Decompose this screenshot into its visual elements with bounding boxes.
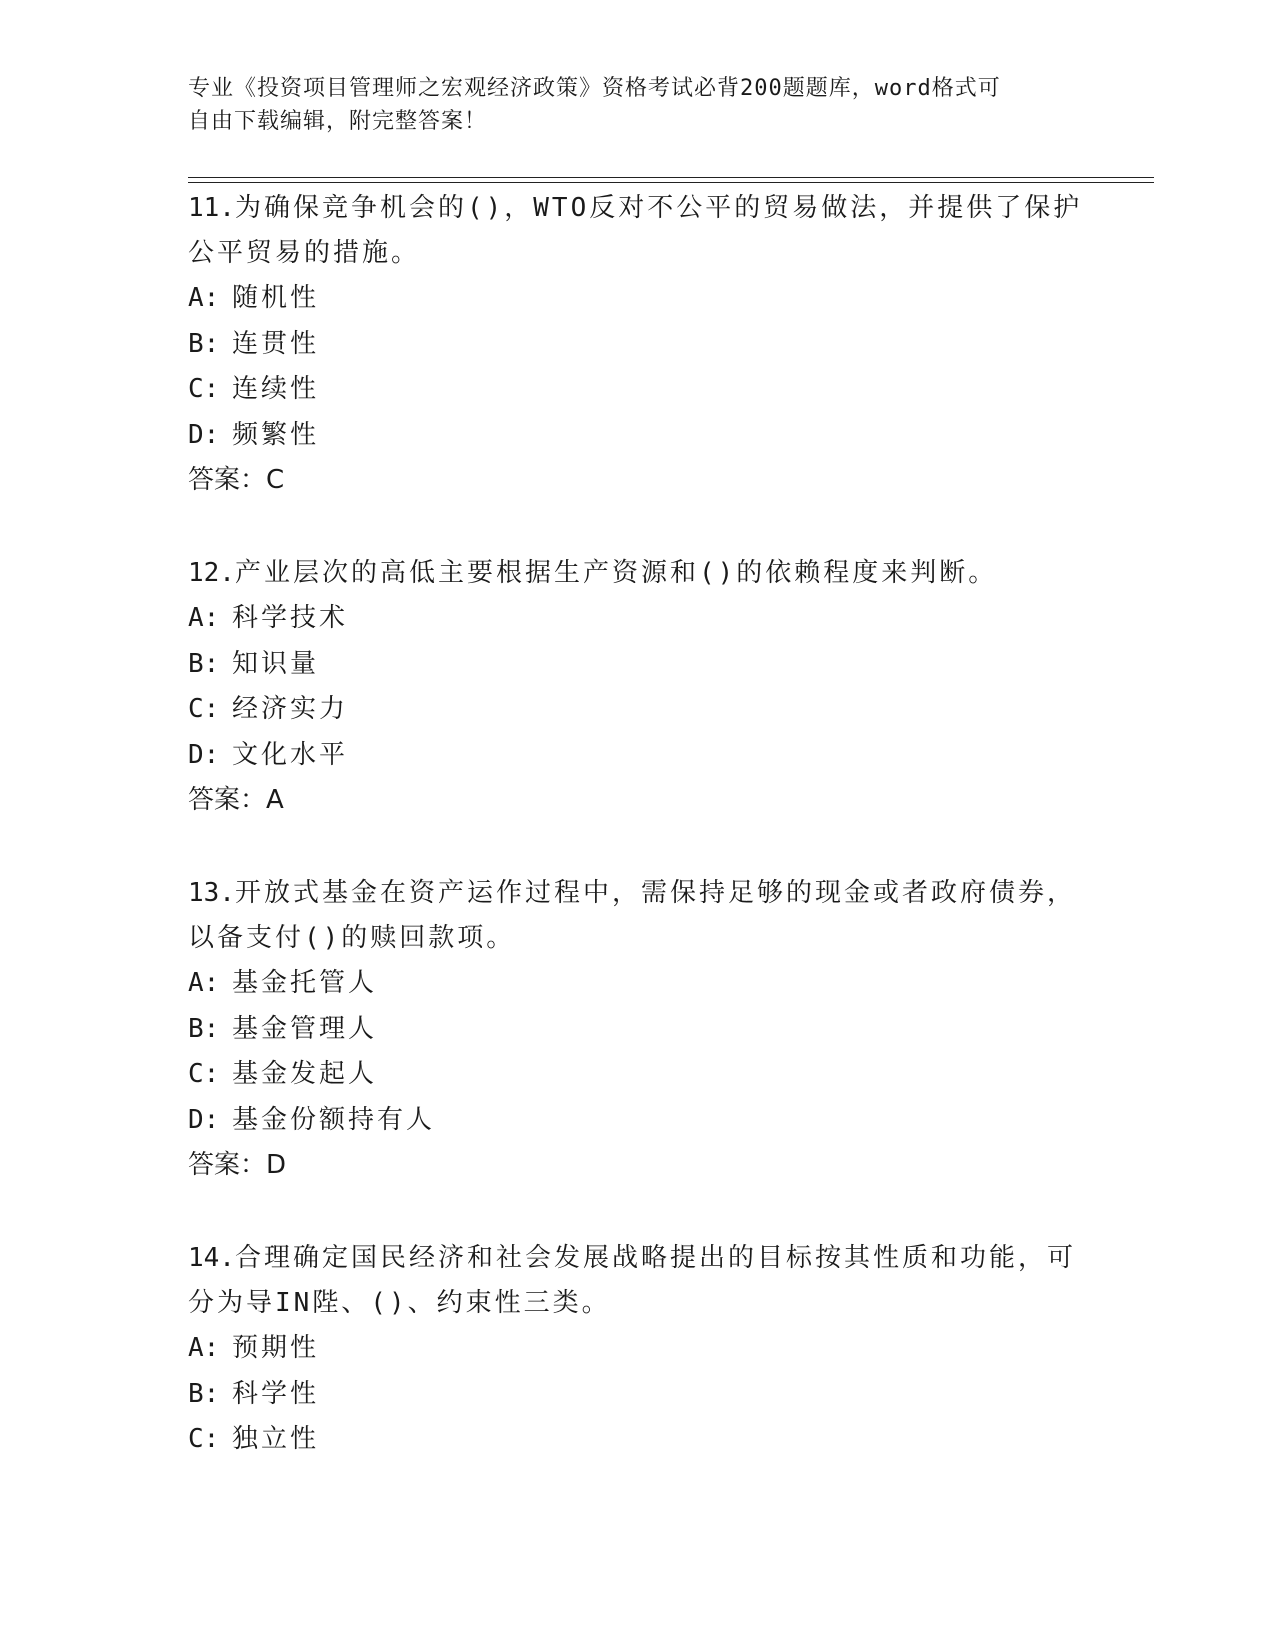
option-text: 独立性: [232, 1424, 320, 1454]
option-text: 基金托管人: [232, 968, 378, 998]
option-text: 基金管理人: [232, 1013, 378, 1044]
header-divider-top: [188, 177, 1154, 178]
option-text: 随机性: [232, 283, 320, 313]
answer-line: 答案：A: [188, 785, 284, 815]
question-stem: [188, 1236, 1088, 1326]
option-letter: A:: [188, 1333, 220, 1363]
option-a: [188, 1326, 1088, 1372]
question-text: 开放式基金在资产运作过程中，需保持足够的现金或者政府债券，以备支付()的赎回款项。: [188, 878, 1076, 953]
answer-line: 答案：D: [188, 1150, 287, 1180]
option-letter: B:: [188, 1013, 220, 1044]
option-letter: A:: [188, 968, 220, 998]
question-stem: [188, 871, 1088, 961]
option-text: 连贯性: [232, 328, 320, 359]
option-d: [188, 1098, 1088, 1144]
option-text: 频繁性: [232, 419, 320, 450]
option-letter: A:: [188, 283, 220, 313]
option-letter: A:: [188, 603, 220, 633]
option-c: [188, 1417, 1088, 1463]
option-letter: C:: [188, 1059, 220, 1089]
question-11: [188, 186, 1088, 503]
option-c: [188, 687, 1088, 733]
option-b: [188, 1007, 1088, 1053]
option-text: 经济实力: [232, 694, 349, 724]
option-letter: B:: [188, 1378, 220, 1409]
option-text: 连续性: [232, 374, 320, 404]
option-text: 预期性: [232, 1333, 320, 1363]
option-text: 基金份额持有人: [232, 1104, 436, 1135]
option-text: 基金发起人: [232, 1059, 378, 1089]
option-text: 科学性: [232, 1378, 320, 1409]
document-header: [188, 72, 1068, 138]
option-letter: B:: [188, 328, 220, 359]
option-letter: C:: [188, 694, 220, 724]
option-a: [188, 596, 1088, 642]
question-text: 合理确定国民经济和社会发展战略提出的目标按其性质和功能，可分为导IN陛、()、约束性三类。: [188, 1243, 1076, 1318]
question-number: 14.: [188, 1243, 235, 1273]
option-letter: D:: [188, 419, 220, 450]
option-letter: C:: [188, 1424, 220, 1454]
question-text: 产业层次的高低主要根据生产资源和()的依赖程度来判断。: [234, 558, 998, 588]
option-c: [188, 1052, 1088, 1098]
option-letter: C:: [188, 374, 220, 404]
question-12: [188, 551, 1088, 823]
question-number: 13.: [188, 878, 235, 908]
option-text: 科学技术: [232, 603, 349, 633]
option-d: [188, 413, 1088, 459]
header-line-2: 自由下载编辑，附完整答案！: [188, 109, 488, 134]
question-14: [188, 1236, 1088, 1463]
option-a: [188, 961, 1088, 1007]
header-line-1: 专业《投资项目管理师之宏观经济政策》资格考试必背200题题库，word格式可: [188, 76, 1001, 101]
question-stem: [188, 186, 1088, 276]
answer-line: 答案：C: [188, 465, 285, 495]
option-text: 文化水平: [232, 739, 349, 770]
option-b: [188, 642, 1088, 688]
option-c: [188, 367, 1088, 413]
option-letter: D:: [188, 739, 220, 770]
option-b: [188, 322, 1088, 368]
question-13: [188, 871, 1088, 1188]
option-text: 知识量: [232, 648, 320, 679]
question-list: [188, 186, 1088, 1511]
option-d: [188, 733, 1088, 779]
question-number: 11.: [188, 193, 235, 223]
header-divider-bottom: [188, 182, 1154, 183]
question-text: 为确保竞争机会的()，WTO反对不公平的贸易做法，并提供了保护公平贸易的措施。: [188, 193, 1083, 268]
option-letter: B:: [188, 648, 220, 679]
question-number: 12.: [188, 558, 235, 588]
option-b: [188, 1372, 1088, 1418]
option-a: [188, 276, 1088, 322]
question-stem: [188, 551, 1088, 596]
option-letter: D:: [188, 1104, 220, 1135]
